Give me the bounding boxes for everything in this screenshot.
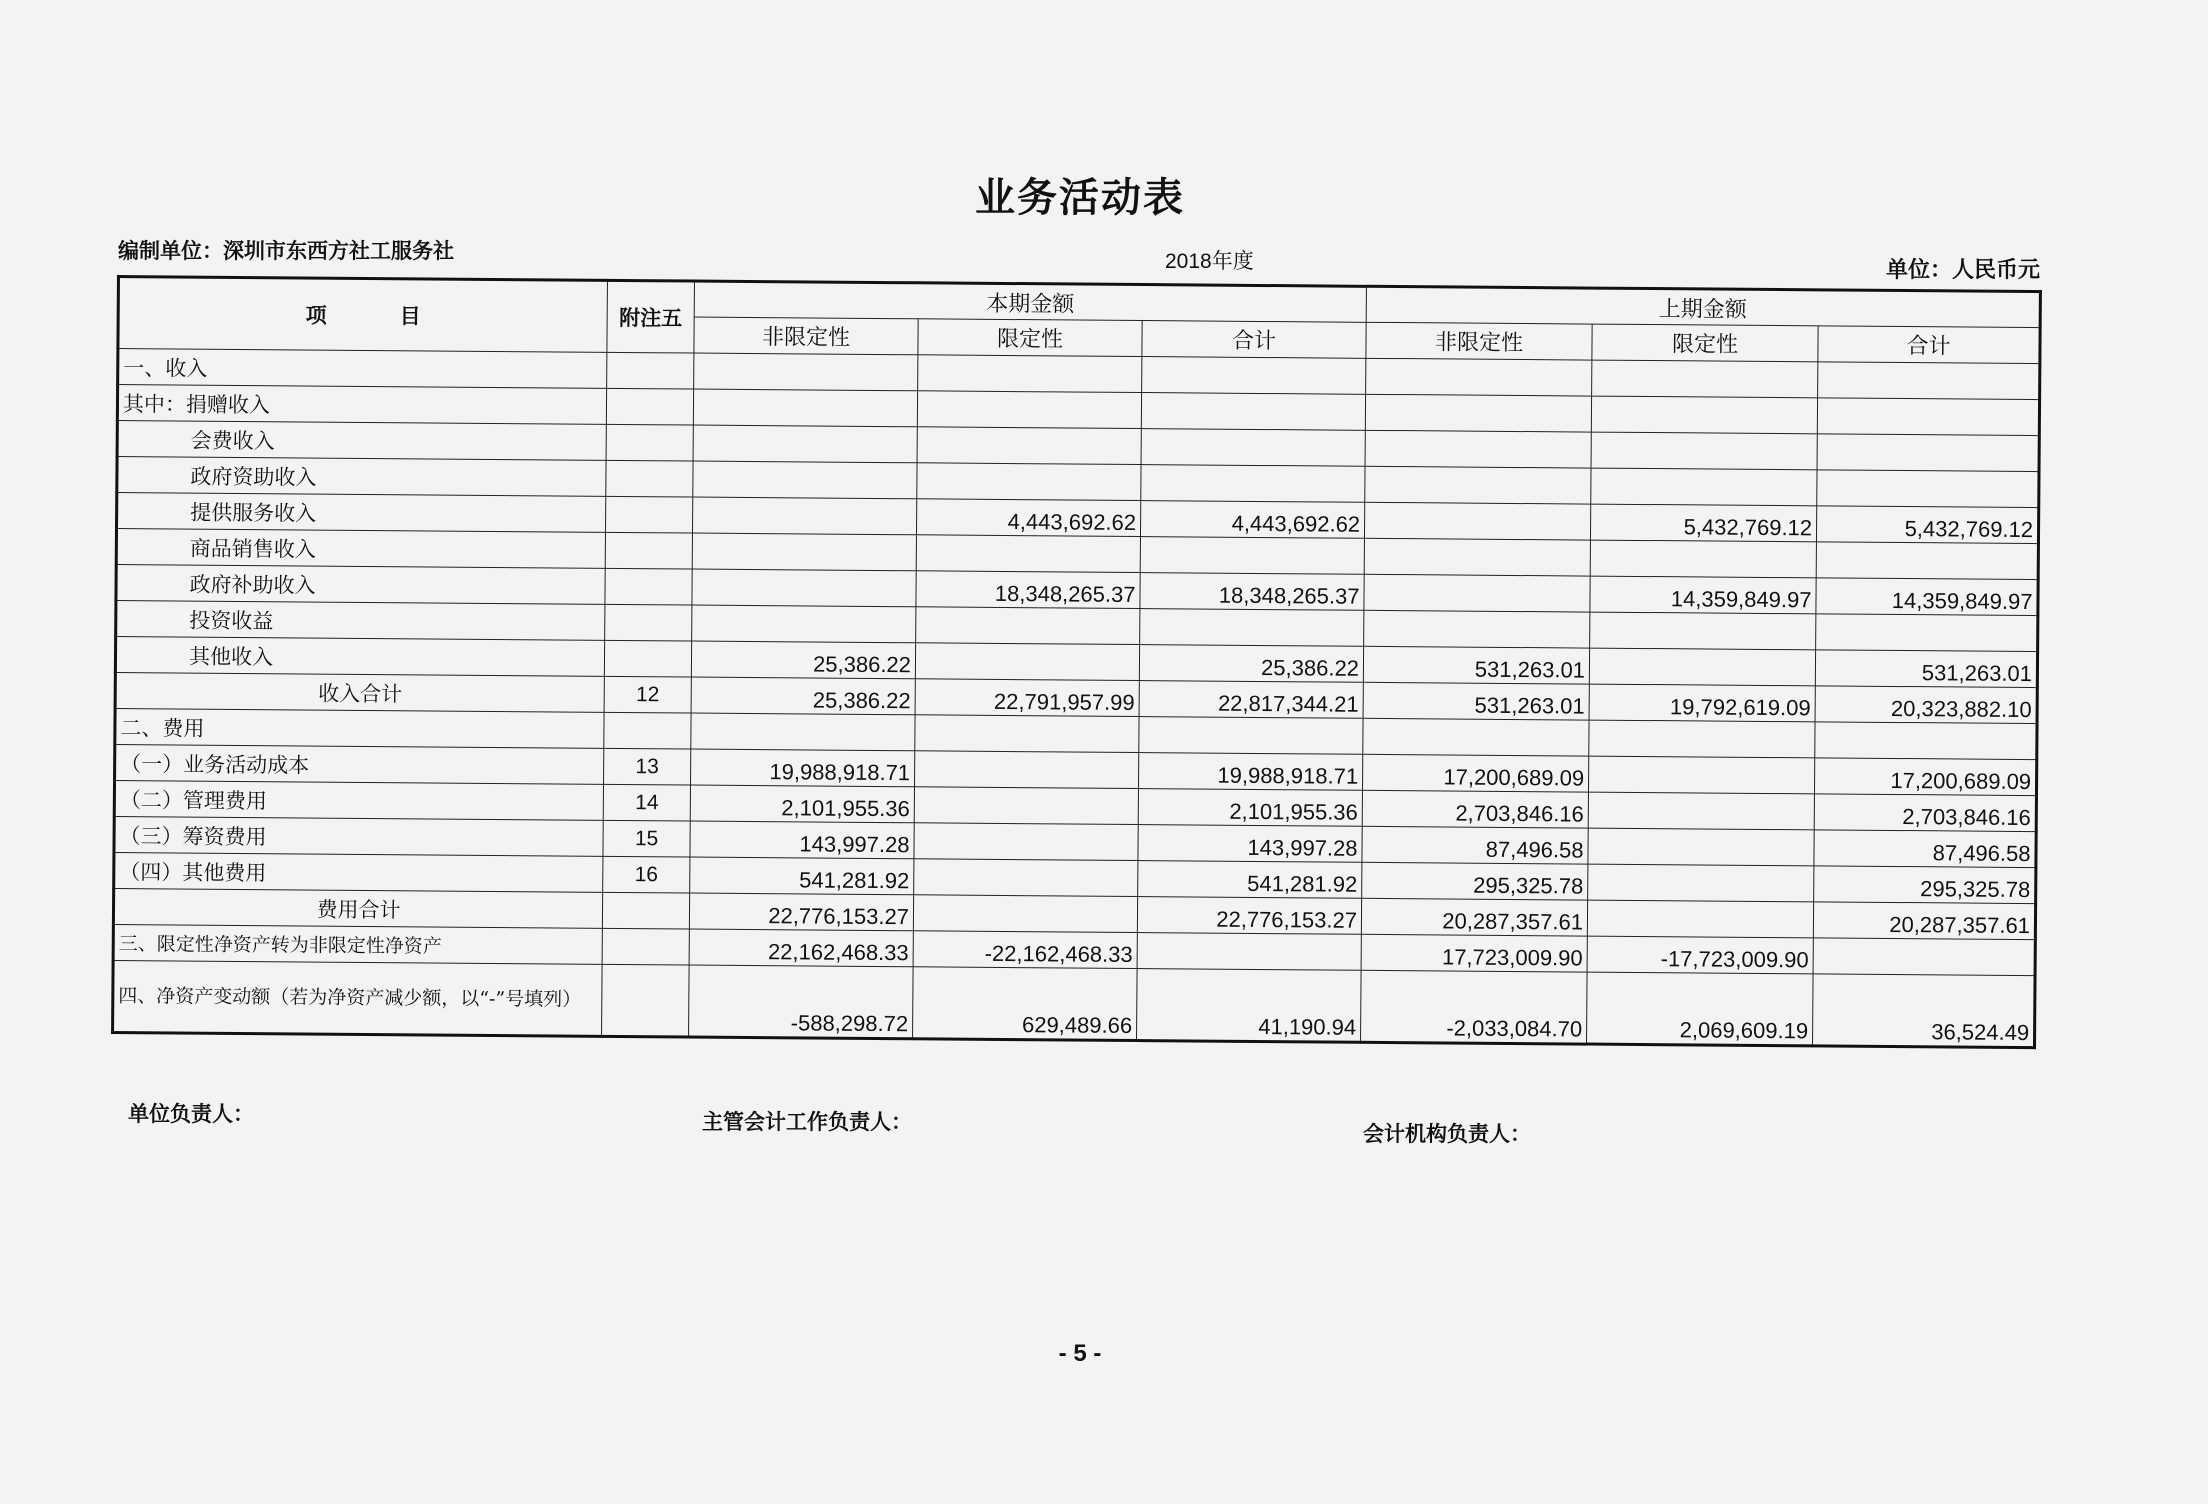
cell: -588,298.72 — [689, 965, 914, 1039]
currency-unit: 单位：人民币元 — [1885, 257, 2040, 282]
cell: 14,359,849.97 — [1590, 576, 1816, 614]
row-note — [602, 892, 689, 929]
cell — [1591, 432, 1817, 470]
row-label: 政府资助收入 — [117, 457, 606, 497]
cell: 20,323,882.10 — [1815, 686, 2037, 724]
cell — [1589, 720, 1815, 758]
row-note — [606, 460, 693, 497]
cell: 87,496.58 — [1814, 830, 2036, 868]
cell: -17,723,009.90 — [1587, 936, 1813, 974]
row-label: （二）管理费用 — [114, 780, 603, 820]
cell — [1816, 614, 2038, 652]
cell: 2,703,846.16 — [1362, 790, 1588, 828]
row-label: 一、收入 — [118, 349, 607, 389]
row-label: （一）业务活动成本 — [115, 744, 604, 784]
cell: 531,263.01 — [1815, 650, 2037, 688]
cell: 25,386.22 — [691, 677, 915, 715]
cell — [913, 895, 1137, 933]
cell — [1589, 648, 1815, 686]
cell — [1591, 468, 1817, 506]
row-label: 费用合计 — [113, 888, 602, 928]
cell — [916, 607, 1140, 645]
cell — [1142, 357, 1366, 395]
cell: 20,287,357.61 — [1361, 898, 1587, 936]
row-note — [602, 928, 689, 965]
cell: 541,281.92 — [1138, 861, 1362, 899]
cell: 295,325.78 — [1814, 866, 2036, 904]
cell: 2,069,609.19 — [1587, 972, 1814, 1046]
cell — [917, 463, 1141, 501]
cell — [1592, 360, 1818, 398]
cell — [1591, 396, 1817, 434]
cell: -2,033,084.70 — [1361, 970, 1588, 1044]
accounting-dept-head-signature: 会计机构负责人： — [1363, 1121, 1531, 1146]
cell: 19,792,619.09 — [1589, 684, 1815, 722]
cell — [1588, 828, 1814, 866]
row-note — [607, 352, 694, 389]
cell — [1137, 933, 1361, 971]
cell: 25,386.22 — [691, 641, 915, 679]
cell — [1365, 430, 1591, 468]
row-note — [605, 532, 692, 569]
cell — [692, 605, 916, 643]
cell: 22,776,153.27 — [1137, 897, 1361, 935]
header-prior-restricted: 限定性 — [1592, 324, 1818, 362]
row-note — [605, 568, 692, 605]
header-note: 附注五 — [607, 280, 695, 353]
cell — [1815, 722, 2037, 760]
cell — [1588, 792, 1814, 830]
row-label: 会费收入 — [117, 421, 606, 461]
cell: 22,817,344.21 — [1139, 681, 1363, 719]
row-label: （四）其他费用 — [114, 852, 603, 892]
row-note — [604, 712, 691, 749]
cell — [1590, 612, 1816, 650]
row-label: 三、限定性净资产转为非限定性净资产 — [113, 924, 602, 964]
cell: 4,443,692.62 — [916, 499, 1140, 537]
header-prior-total: 合计 — [1818, 326, 2040, 364]
row-label: 商品销售收入 — [116, 529, 605, 569]
row-note: 14 — [603, 784, 690, 821]
cell — [1366, 358, 1592, 396]
cell — [1816, 542, 2038, 580]
cell — [1141, 465, 1365, 503]
cell — [917, 427, 1141, 465]
cell: 22,776,153.27 — [689, 893, 913, 931]
cell: 25,386.22 — [1139, 645, 1363, 683]
row-note: 16 — [603, 856, 690, 893]
header-current-total: 合计 — [1142, 321, 1366, 359]
cell — [916, 535, 1140, 573]
cell: 541,281.92 — [690, 857, 914, 895]
cell: 143,997.28 — [1138, 825, 1362, 863]
cell: 20,287,357.61 — [1813, 902, 2035, 940]
row-note: 13 — [604, 748, 691, 785]
cell — [692, 533, 916, 571]
preparing-unit: 编制单位：深圳市东西方社工服务社 — [118, 238, 454, 263]
cell: 531,263.01 — [1363, 682, 1589, 720]
row-note — [602, 964, 690, 1037]
cell — [693, 389, 917, 427]
cell: 143,997.28 — [690, 821, 914, 859]
cell — [914, 823, 1138, 861]
row-label: 其中：捐赠收入 — [117, 385, 606, 425]
cell — [915, 643, 1139, 681]
page-title: 业务活动表 — [975, 174, 1185, 221]
row-note: 15 — [603, 820, 690, 857]
row-label: 四、净资产变动额（若为净资产减少额，以“-”号填列） — [113, 960, 603, 1036]
cell: 2,703,846.16 — [1814, 794, 2036, 832]
cell — [1364, 574, 1590, 612]
cell — [1141, 393, 1365, 431]
cell — [1365, 502, 1591, 540]
cell — [1365, 394, 1591, 432]
row-label: 政府补助收入 — [116, 565, 605, 605]
header-current-period: 本期金额 — [694, 281, 1366, 322]
cell: 531,263.01 — [1363, 646, 1589, 684]
business-activity-table — [111, 275, 2042, 1049]
cell — [1817, 470, 2039, 508]
cell: 87,496.58 — [1362, 826, 1588, 864]
cell — [1587, 900, 1813, 938]
cell: 19,988,918.71 — [1138, 753, 1362, 791]
cell — [1140, 609, 1364, 647]
cell — [1590, 540, 1816, 578]
row-label: 二、费用 — [115, 708, 604, 748]
cell: 18,348,265.37 — [916, 571, 1140, 609]
cell: 14,359,849.97 — [1816, 578, 2038, 616]
row-note — [605, 604, 692, 641]
cell: 17,723,009.90 — [1361, 934, 1587, 972]
header-prior-period: 上期金额 — [1366, 286, 2040, 327]
cell: 18,348,265.37 — [1140, 573, 1364, 611]
cell — [1140, 537, 1364, 575]
row-note — [604, 640, 691, 677]
cell: 19,988,918.71 — [691, 749, 915, 787]
cell: 295,325.78 — [1362, 862, 1588, 900]
header-item: 项 目 — [118, 277, 608, 353]
row-note — [606, 424, 693, 461]
header-current-restricted: 限定性 — [918, 319, 1142, 357]
cell: 22,791,957.99 — [915, 679, 1139, 717]
cell: 17,200,689.09 — [1815, 758, 2037, 796]
cell — [694, 353, 918, 391]
cell: -22,162,468.33 — [913, 931, 1137, 969]
cell: 5,432,769.12 — [1816, 506, 2038, 544]
page-number: - 5 - — [1058, 1340, 1102, 1367]
cell — [1589, 756, 1815, 794]
cell — [1141, 429, 1365, 467]
table-row — [113, 960, 2036, 1047]
cell: 36,524.49 — [1813, 974, 2036, 1048]
cell: 2,101,955.36 — [690, 785, 914, 823]
cell — [693, 425, 917, 463]
cell — [1813, 938, 2035, 976]
row-note — [605, 496, 692, 533]
cell — [1139, 717, 1363, 755]
cell — [918, 355, 1142, 393]
header-current-unrestricted: 非限定性 — [694, 317, 918, 355]
cell: 2,101,955.36 — [1138, 789, 1362, 827]
row-note — [606, 388, 693, 425]
cell: 41,190.94 — [1137, 969, 1362, 1043]
cell: 4,443,692.62 — [1140, 501, 1364, 539]
cell: 17,200,689.09 — [1363, 754, 1589, 792]
fiscal-year: 2018年度 — [1165, 250, 1254, 273]
cell: 629,489.66 — [913, 967, 1138, 1041]
row-label: 提供服务收入 — [117, 493, 606, 533]
cell — [914, 787, 1138, 825]
header-prior-unrestricted: 非限定性 — [1366, 322, 1592, 360]
cell — [1817, 398, 2039, 436]
cell — [915, 751, 1139, 789]
cell — [1363, 718, 1589, 756]
row-label: （三）筹资费用 — [114, 816, 603, 856]
cell — [1817, 434, 2039, 472]
cell — [1364, 538, 1590, 576]
cell — [692, 569, 916, 607]
cell — [691, 713, 915, 751]
cell — [914, 859, 1138, 897]
row-label: 其他收入 — [115, 637, 604, 677]
unit-head-signature: 单位负责人： — [128, 1101, 254, 1126]
cell — [1588, 864, 1814, 902]
cell — [1818, 362, 2040, 400]
row-note: 12 — [604, 676, 691, 713]
cell — [915, 715, 1139, 753]
row-label: 收入合计 — [115, 672, 604, 712]
cell: 22,162,468.33 — [689, 929, 913, 967]
accounting-head-signature: 主管会计工作负责人： — [702, 1109, 912, 1134]
cell: 5,432,769.12 — [1590, 504, 1816, 542]
cell — [692, 497, 916, 535]
cell — [1365, 466, 1591, 504]
cell — [917, 391, 1141, 429]
cell — [1364, 610, 1590, 648]
row-label: 投资收益 — [116, 601, 605, 641]
cell — [693, 461, 917, 499]
